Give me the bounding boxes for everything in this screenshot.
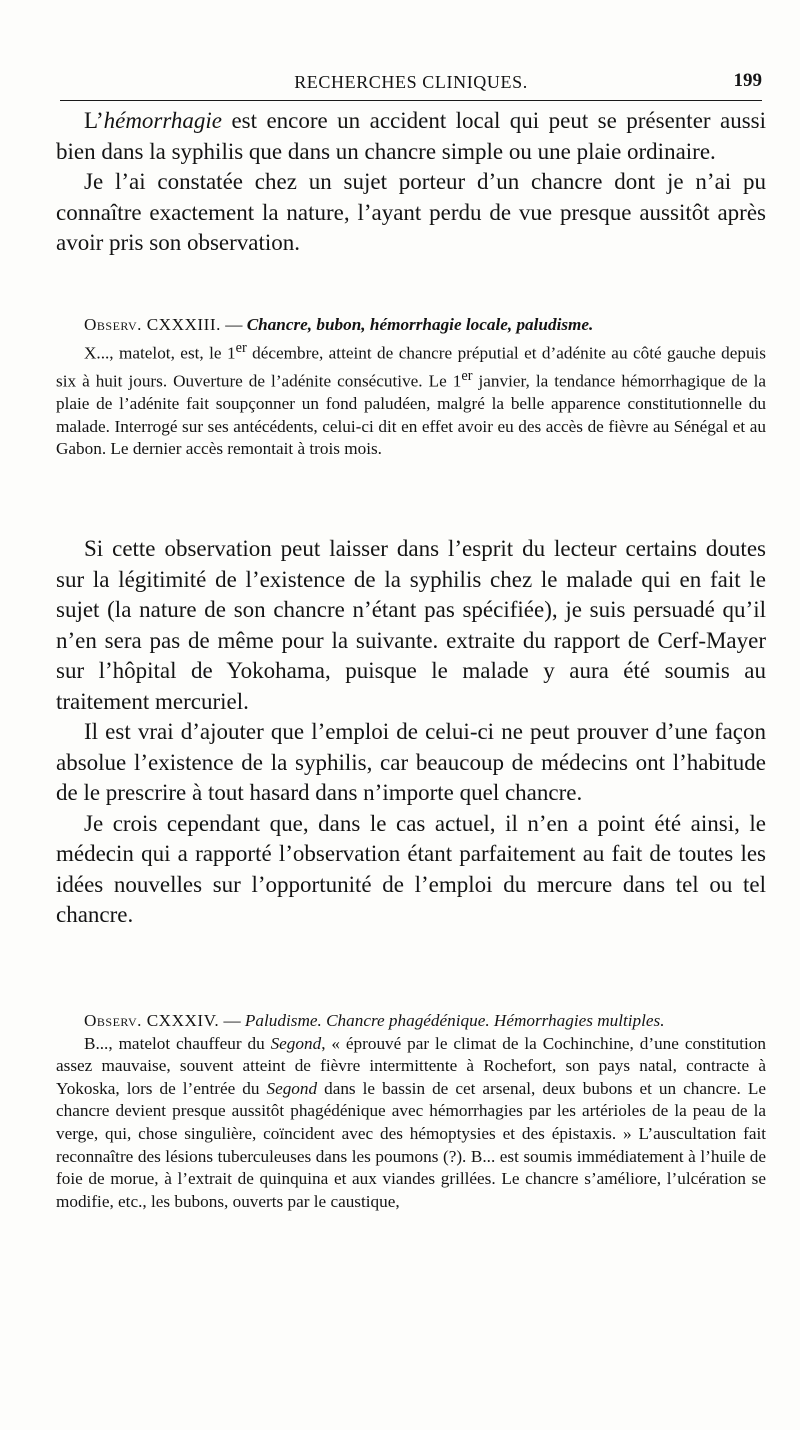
ordinal-superscript: er xyxy=(461,367,473,384)
ship-name: Segond xyxy=(270,1033,322,1053)
observation-text: , « éprouvé par le climat de la Cochinchine, d’une constitution assez mauvaise, souvent atteint de fièvre intermittente à Rochefort, son pays natal, contracte à Yokoska, lors de l’entrée du xyxy=(56,1033,766,1098)
observation-title: Chancre, bubon, hémorrhagie locale, paludisme. xyxy=(246,315,594,334)
observation-dash: — xyxy=(219,1011,245,1030)
paragraph-il-est-vrai: Il est vrai d’ajouter que l’emploi de celui-ci ne peut prouver d’une façon absolue l’existence de la syphilis, car beaucoup de médecins ont l’habitude de le prescrire à tout hasard dans n’importe quel chancre. xyxy=(56,719,766,805)
observation-heading xyxy=(56,314,766,337)
observation-body xyxy=(56,337,766,461)
observation-text: janvier, la tendance hémorrhagique de la plaie de l’adénite fait soupçonner un fond paludéen, malgré la belle apparence constitutionnelle du malade. Interrogé sur ses antécédents, celui-ci dit en effet avoir eu des accès de fièvre au Sénégal et au Gabon. Le dernier accès remontait à trois mois. xyxy=(56,371,767,459)
observation-dash: — xyxy=(220,315,247,334)
paragraph-si-cette-observation: Si cette observation peut laisser dans l’esprit du lecteur certains doutes sur la légitimité de l’existence de la syphilis chez le malade qui en fait le sujet (la nature de son chancre n’étant pas spécifiée), je suis persuadé qu’il n’en sera pas de même pour la suivante. extraite du rapport de Cerf-Mayer sur l’hôpital de Yokohama, puisque le malade y aura été soumis au traitement mercuriel. xyxy=(56,536,766,714)
discussion-paragraphs xyxy=(56,534,766,931)
observation-body xyxy=(56,1033,766,1214)
opening-paragraphs xyxy=(56,106,766,259)
observation-label: Observ. CXXXIV. xyxy=(84,1011,220,1030)
observation-label: Observ. CXXXIII. xyxy=(84,315,221,334)
ship-name: Segond xyxy=(266,1078,318,1098)
observation-133 xyxy=(56,314,766,461)
paragraph-hemorrhagie xyxy=(56,106,766,167)
observation-text: décembre, atteint de chancre préputial et d’adénite au côté gauche depuis six à huit jours. Ouverture de l’adénite consécutive. Le 1 xyxy=(56,343,766,391)
observation-134 xyxy=(56,1010,766,1213)
observation-text: dans le bassin de cet arsenal, deux bubons et un chancre. Le chancre devient presque aussitôt phagédénique avec hémorrhagies par les artérioles de la peau de la verge, qui, chose singulière, coïncident avec des hémoptysies et des épistaxis. » L’auscultation fait reconnaître des lésions tuberculeuses dans les poumons (?). B... est soumis immédiatement à l’huile de foie de morue, à l’extrait de quinquina et aux viandes grillées. Le chancre s’améliore, l’ulcération se modifie, etc., les bubons, ouverts par le caustique, xyxy=(56,1078,766,1211)
observation-title: Paludisme. Chancre phagédénique. Hémorrhagies multiples. xyxy=(244,1011,665,1030)
paragraph-text: est encore un accident local qui peut se présenter aussi bien dans la syphilis que dans un chancre simple ou une plaie ordinaire. xyxy=(56,108,766,164)
observation-text: B..., matelot chauffeur du xyxy=(84,1033,271,1053)
page-number: 199 xyxy=(733,70,762,91)
observation-text: X..., matelot, est, le 1 xyxy=(84,343,236,363)
observation-heading xyxy=(56,1010,766,1033)
paragraph-constatee: Je l’ai constatée chez un sujet porteur d’un chancre dont je n’ai pu connaître exactement la nature, l’ayant perdu de vue presque aussitôt après avoir pris son observation. xyxy=(56,169,766,255)
paragraph-je-crois: Je crois cependant que, dans le cas actuel, il n’en a point été ainsi, le médecin qui a rapporté l’observation étant parfaitement au fait de toutes les idées nouvelles sur l’opportunité de l’emploi du mercure dans tel ou tel chancre. xyxy=(56,810,766,927)
paragraph-lead-article: L’ xyxy=(84,108,104,133)
paragraph-lead-term: hémorrhagie xyxy=(103,108,223,133)
page-header xyxy=(60,70,762,101)
ordinal-superscript: er xyxy=(235,339,247,356)
running-head: RECHERCHES CLINIQUES. xyxy=(294,72,528,92)
